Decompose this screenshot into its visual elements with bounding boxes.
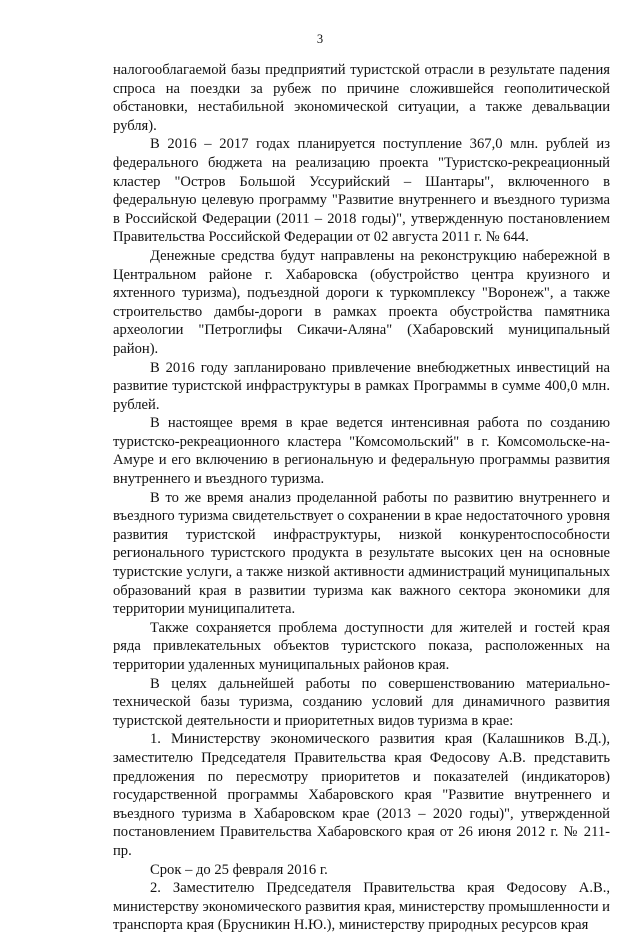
paragraph-goals: В целях дальнейшей работы по совершенствованию материально-технической базы туризма, созданию условий для динамичного развития туристской деятельности и приоритетных видов туризма в крае: [113, 675, 610, 729]
paragraph-analysis: В то же время анализ проделанной работы по развитию внутреннего и въездного туризма свидетельствует о сохранении в крае недостаточного уровня развития туристской инфраструктуры, низкой конкурентоспособности регионального туристского продукта в результате высоких цен на основные туристские услуги, а также низкой активности администраций муниципальных образований края в развитии туризма как важного сектора экономики для территории муниципалитета. [113, 489, 610, 618]
paragraph-federal-funding: В 2016 – 2017 годах планируется поступление 367,0 млн. рублей из федерального бюджета на реализацию проекта "Туристско-рекреационный кластер "Остров Большой Уссурийский – Шантары", включенного в федеральную целевую программу "Развитие внутреннего и въездного туризма в Российской Федерации (2011 – 2018 годы)", утвержденную постановлением Правительства Российской Федерации от 02 августа 2011 г. № 644. [113, 136, 610, 246]
paragraph-continuation: налогооблагаемой базы предприятий туристской отрасли в результате падения спроса на поездки за рубеж по причине сложившейся геополитической обстановки, нестабильной экономической ситуации, а также девальвации рубля). [113, 62, 610, 134]
paragraph-funds-allocation: Денежные средства будут направлены на реконструкцию набережной в Центральном районе г. Хабаровска (обустройство центра круизного и яхтенного туризма), подъездной дороги к туркомплексу "Воронеж", а также строительство дамбы-дороги в рамках проекта обустройства памятника археологии "Петроглифы Сикачи-Аляна" (Хабаровский муниципальный район). [113, 247, 610, 357]
document-body [113, 61, 610, 935]
paragraph-item-1: 1. Министерству экономического развития края (Калашников В.Д.), заместителю Председателя Правительства края Федосову А.В. представить предложения по пересмотру приоритетов и показателей (индикаторов) государственной программы Хабаровского края "Развитие внутреннего и въездного туризма в Хабаровском крае (2013 – 2020 годы)", утвержденной постановлением Правительства Хабаровского края от 26 июня 2012 г. № 211-пр. [113, 731, 610, 859]
page-number: 3 [316, 32, 324, 46]
paragraph-extrabudgetary-investment: В 2016 году запланировано привлечение внебюджетных инвестиций на развитие туристской инфраструктуры в рамках Программы в сумме 400,0 млн. рублей. [113, 359, 610, 413]
paragraph-deadline: Срок – до 25 февраля 2016 г. [150, 861, 328, 878]
paragraph-item-2: 2. Заместителю Председателя Правительства края Федосову А.В., министерству экономического развития края, министерству промышленности и транспорта края (Брусникин Н.Ю.), министерству природных ресурсов края [113, 880, 610, 934]
paragraph-komsomolsky-cluster: В настоящее время в крае ведется интенсивная работа по созданию туристско-рекреационного кластера "Комсомольский" в г. Комсомольске-на-Амуре и его включению в региональную и федеральную программы развития внутреннего и въездного туризма. [113, 415, 610, 488]
paragraph-accessibility: Также сохраняется проблема доступности для жителей и гостей края ряда привлекательных объектов туристского показа, расположенных на территории удаленных муниципальных районов края. [113, 619, 610, 673]
